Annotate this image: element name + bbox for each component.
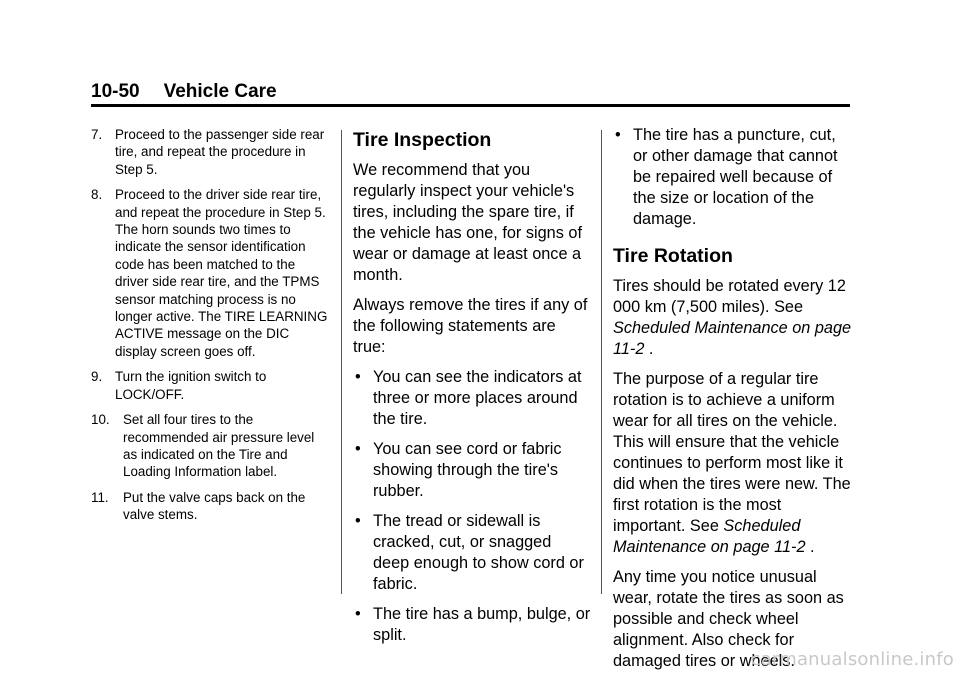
cross-reference[interactable]: Scheduled Maintenance on page 11-2 xyxy=(613,319,852,358)
list-item-text: You can see cord or fabric showing through the tire's rubber. xyxy=(373,440,562,500)
step-number: 7. xyxy=(91,127,103,142)
column-3 xyxy=(613,125,853,681)
step-item xyxy=(91,126,331,178)
list-item xyxy=(353,367,591,430)
list-item-text: The tire has a bump, bulge, or split. xyxy=(373,605,591,644)
step-item xyxy=(91,489,331,524)
list-item xyxy=(353,604,591,646)
paragraph-text: Tires should be rotated every 12 000 km (7,500 miles). See xyxy=(613,277,846,316)
step-number: 11. xyxy=(91,489,109,505)
step-item xyxy=(91,186,331,360)
section-heading-tire-inspection: Tire Inspection xyxy=(353,129,492,151)
section-title: Vehicle Care xyxy=(163,81,277,102)
list-item xyxy=(353,511,591,595)
paragraph-text: The purpose of a regular tire rotation is to achieve a uniform wear for all tires on the vehicle. This will ensure that the vehicle continues to perform most like it did when the tires were new. The first rotation is the most important. See xyxy=(613,370,851,535)
column-divider-1 xyxy=(341,130,342,594)
paragraph-text: . xyxy=(644,340,654,358)
header-rule xyxy=(91,104,850,107)
column-2 xyxy=(353,128,591,655)
paragraph-text: . xyxy=(805,538,815,556)
step-number: 10. xyxy=(91,412,110,428)
watermark: carmanualsonline.info xyxy=(750,649,954,670)
bullet-glyph: • xyxy=(615,126,621,144)
paragraph: Always remove the tires if any of the following statements are true: xyxy=(353,296,588,356)
bullet-glyph: • xyxy=(355,512,361,530)
list-item xyxy=(613,125,853,230)
bullet-list xyxy=(353,367,591,646)
step-text: Set all four tires to the recommended air pressure level as indicated on the Tire and Loading Information label. xyxy=(123,412,315,480)
column-divider-2 xyxy=(601,130,602,594)
bullet-glyph: • xyxy=(355,440,361,458)
paragraph xyxy=(613,276,853,360)
list-item-text: You can see the indicators at three or more places around the tire. xyxy=(373,368,582,428)
list-item xyxy=(353,439,591,502)
list-item-text: The tire has a puncture, cut, or other damage that cannot be repaired well because of the size or location of the damage. xyxy=(633,126,838,228)
step-text: Proceed to the driver side rear tire, and repeat the procedure in Step 5. The horn sounds two times to indicate the sensor identification code has been matched to the driver side rear tire, and the TPMS sensor matching process is no longer active. The TIRE LEARNING ACTIVE message on the DIC display screen goes off. xyxy=(115,187,328,359)
step-number: 8. xyxy=(91,187,103,203)
bullet-glyph: • xyxy=(355,605,361,623)
step-text: Proceed to the passenger side rear tire, and repeat the procedure in Step 5. xyxy=(115,127,325,177)
paragraph xyxy=(613,369,853,558)
page-number: 10-50 xyxy=(91,81,140,102)
step-number: 9. xyxy=(91,369,103,385)
bullet-glyph: • xyxy=(355,368,361,386)
list-item-text: The tread or sidewall is cracked, cut, or snagged deep enough to show cord or fabric. xyxy=(373,512,584,593)
step-item xyxy=(91,368,331,403)
column-1 xyxy=(91,126,331,532)
step-text: Turn the ignition switch to LOCK/OFF. xyxy=(115,369,267,402)
bullet-list-continued xyxy=(613,125,853,230)
paragraph: We recommend that you regularly inspect your vehicle's tires, including the spare tire, if the vehicle has one, for signs of wear or damage at least once a month. xyxy=(353,161,582,284)
cross-reference[interactable]: Scheduled Maintenance on page 11-2 xyxy=(613,517,806,556)
step-text: Put the valve caps back on the valve stems. xyxy=(123,489,306,523)
step-item xyxy=(91,411,331,481)
section-heading-tire-rotation: Tire Rotation xyxy=(613,245,733,267)
paragraph: Any time you notice unusual wear, rotate the tires as soon as possible and check wheel alignment. Also check for damaged tires or wheels. xyxy=(613,568,844,670)
page-header xyxy=(91,80,277,104)
